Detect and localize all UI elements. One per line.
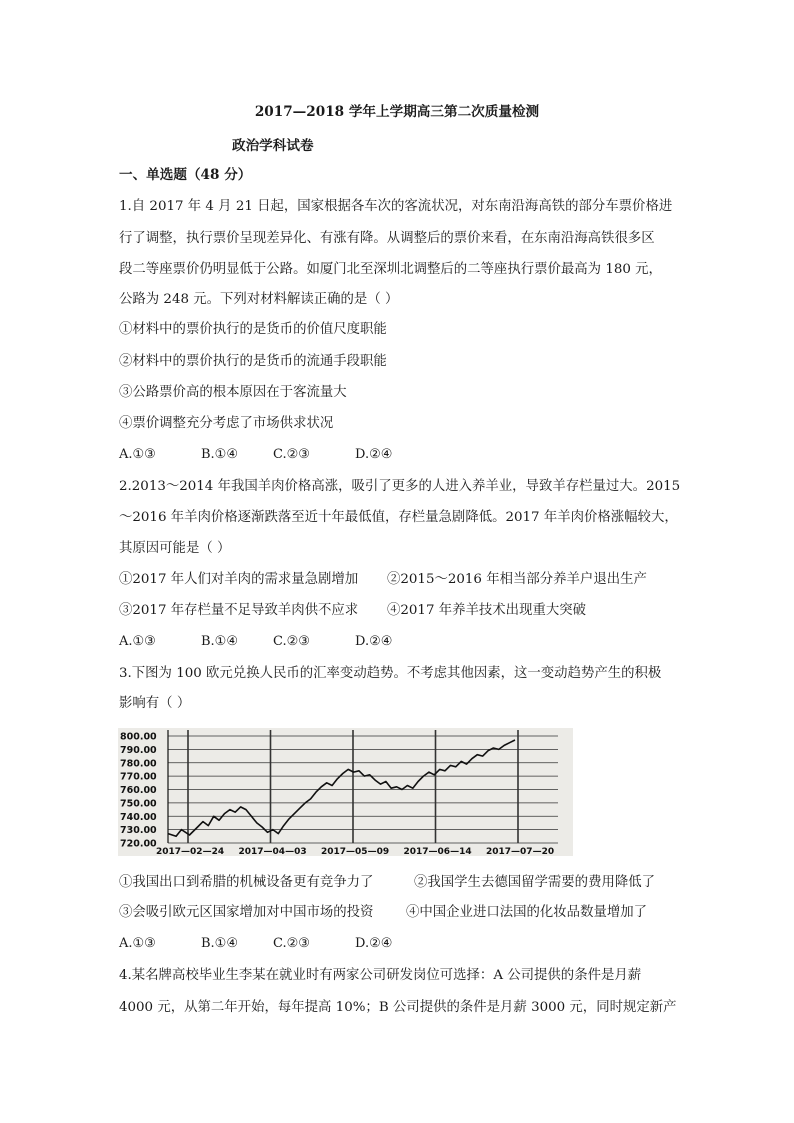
option-c[interactable]: C.②③ bbox=[273, 447, 310, 462]
q2-item: ③2017 年存栏量不足导致羊肉供不应求 bbox=[119, 603, 359, 618]
y-tick-label: 800.00 bbox=[120, 731, 157, 743]
q4-line: 4000 元，从第二年开始，每年提高 10%；B 公司提供的条件是月薪 3000 元，同时规定新产 bbox=[119, 1000, 677, 1015]
q1-item: ④票价调整充分考虑了市场供求状况 bbox=[119, 416, 334, 431]
y-tick-label: 790.00 bbox=[120, 744, 157, 756]
q3-item: ④中国企业进口法国的化妆品数量增加了 bbox=[406, 905, 648, 920]
option-a[interactable]: A.①③ bbox=[119, 936, 156, 951]
exchange-rate-chart bbox=[118, 728, 573, 856]
option-a[interactable]: A.①③ bbox=[119, 634, 156, 649]
q2-item: ①2017 年人们对羊肉的需求量急剧增加 bbox=[119, 572, 359, 587]
q2-item: ②2015～2016 年相当部分养羊户退出生产 bbox=[387, 572, 647, 587]
option-d[interactable]: D.②④ bbox=[355, 447, 393, 462]
option-c[interactable]: C.②③ bbox=[273, 634, 310, 649]
x-tick-label: 2017—07—20 bbox=[486, 847, 555, 856]
q2-line: ～2016 年羊肉价格逐渐跌落至近十年最低值，存栏量急剧降低。2017 年羊肉价格涨幅较大， bbox=[119, 510, 678, 525]
option-b[interactable]: B.①④ bbox=[201, 634, 238, 649]
y-tick-label: 740.00 bbox=[120, 811, 157, 823]
x-tick-label: 2017—06—14 bbox=[403, 847, 472, 856]
q1-line: 行了调整，执行票价呈现差异化、有涨有降。从调整后的票价来看，在东南沿海高铁很多区 bbox=[119, 231, 655, 246]
x-tick-label: 2017—04—03 bbox=[238, 847, 307, 856]
q3-line: 3.下图为 100 欧元兑换人民币的汇率变动趋势。不考虑其他因素，这一变动趋势产生的积极 bbox=[119, 666, 662, 681]
q3-item: ③会吸引欧元区国家增加对中国市场的投资 bbox=[119, 905, 374, 920]
option-d[interactable]: D.②④ bbox=[355, 936, 393, 951]
y-tick-label: 780.00 bbox=[120, 758, 157, 770]
series-line bbox=[168, 740, 515, 836]
chart-svg bbox=[118, 728, 573, 856]
q1-line: 公路为 248 元。下列对材料解读正确的是（ ） bbox=[119, 292, 399, 307]
q1-item: ②材料中的票价执行的是货币的流通手段职能 bbox=[119, 354, 387, 369]
y-tick-label: 770.00 bbox=[120, 771, 157, 783]
q2-line: 其原因可能是（ ） bbox=[119, 541, 231, 556]
option-d[interactable]: D.②④ bbox=[355, 634, 393, 649]
q4-line: 4.某名牌高校毕业生李某在就业时有两家公司研发岗位可选择：A 公司提供的条件是月薪 bbox=[119, 968, 642, 983]
paper-subtitle: 政治学科试卷 bbox=[232, 138, 314, 154]
q1-line: 段二等座票价仍明显低于公路。如厦门北至深圳北调整后的二等座执行票价最高为 180 元， bbox=[119, 262, 662, 277]
x-tick-label: 2017—05—09 bbox=[321, 847, 390, 856]
y-tick-label: 720.00 bbox=[120, 838, 157, 850]
q1-line: 1.自 2017 年 4 月 21 日起，国家根据各车次的客流状况，对东南沿海高铁的部分车票价格进 bbox=[119, 199, 673, 214]
x-tick-label: 2017—02—24 bbox=[156, 847, 225, 856]
section-heading: 一、单选题（48 分） bbox=[119, 167, 252, 183]
option-b[interactable]: B.①④ bbox=[201, 936, 238, 951]
y-tick-label: 750.00 bbox=[120, 798, 157, 810]
q3-item: ①我国出口到希腊的机械设备更有竞争力了 bbox=[119, 875, 374, 890]
option-b[interactable]: B.①④ bbox=[201, 447, 238, 462]
option-a[interactable]: A.①③ bbox=[119, 447, 156, 462]
q3-item: ②我国学生去德国留学需要的费用降低了 bbox=[414, 875, 656, 890]
y-tick-label: 730.00 bbox=[120, 825, 157, 837]
q2-line: 2.2013～2014 年我国羊肉价格高涨，吸引了更多的人进入养羊业，导致羊存栏量过大。2015 bbox=[119, 479, 681, 494]
paper-title: 2017—2018 学年上学期高三第二次质量检测 bbox=[254, 104, 540, 120]
q1-item: ③公路票价高的根本原因在于客流量大 bbox=[119, 385, 347, 400]
q1-item: ①材料中的票价执行的是货币的价值尺度职能 bbox=[119, 322, 387, 337]
q3-line: 影响有（ ） bbox=[119, 696, 191, 711]
y-tick-label: 760.00 bbox=[120, 785, 157, 796]
q2-item: ④2017 年养羊技术出现重大突破 bbox=[387, 603, 587, 618]
option-c[interactable]: C.②③ bbox=[273, 936, 310, 951]
